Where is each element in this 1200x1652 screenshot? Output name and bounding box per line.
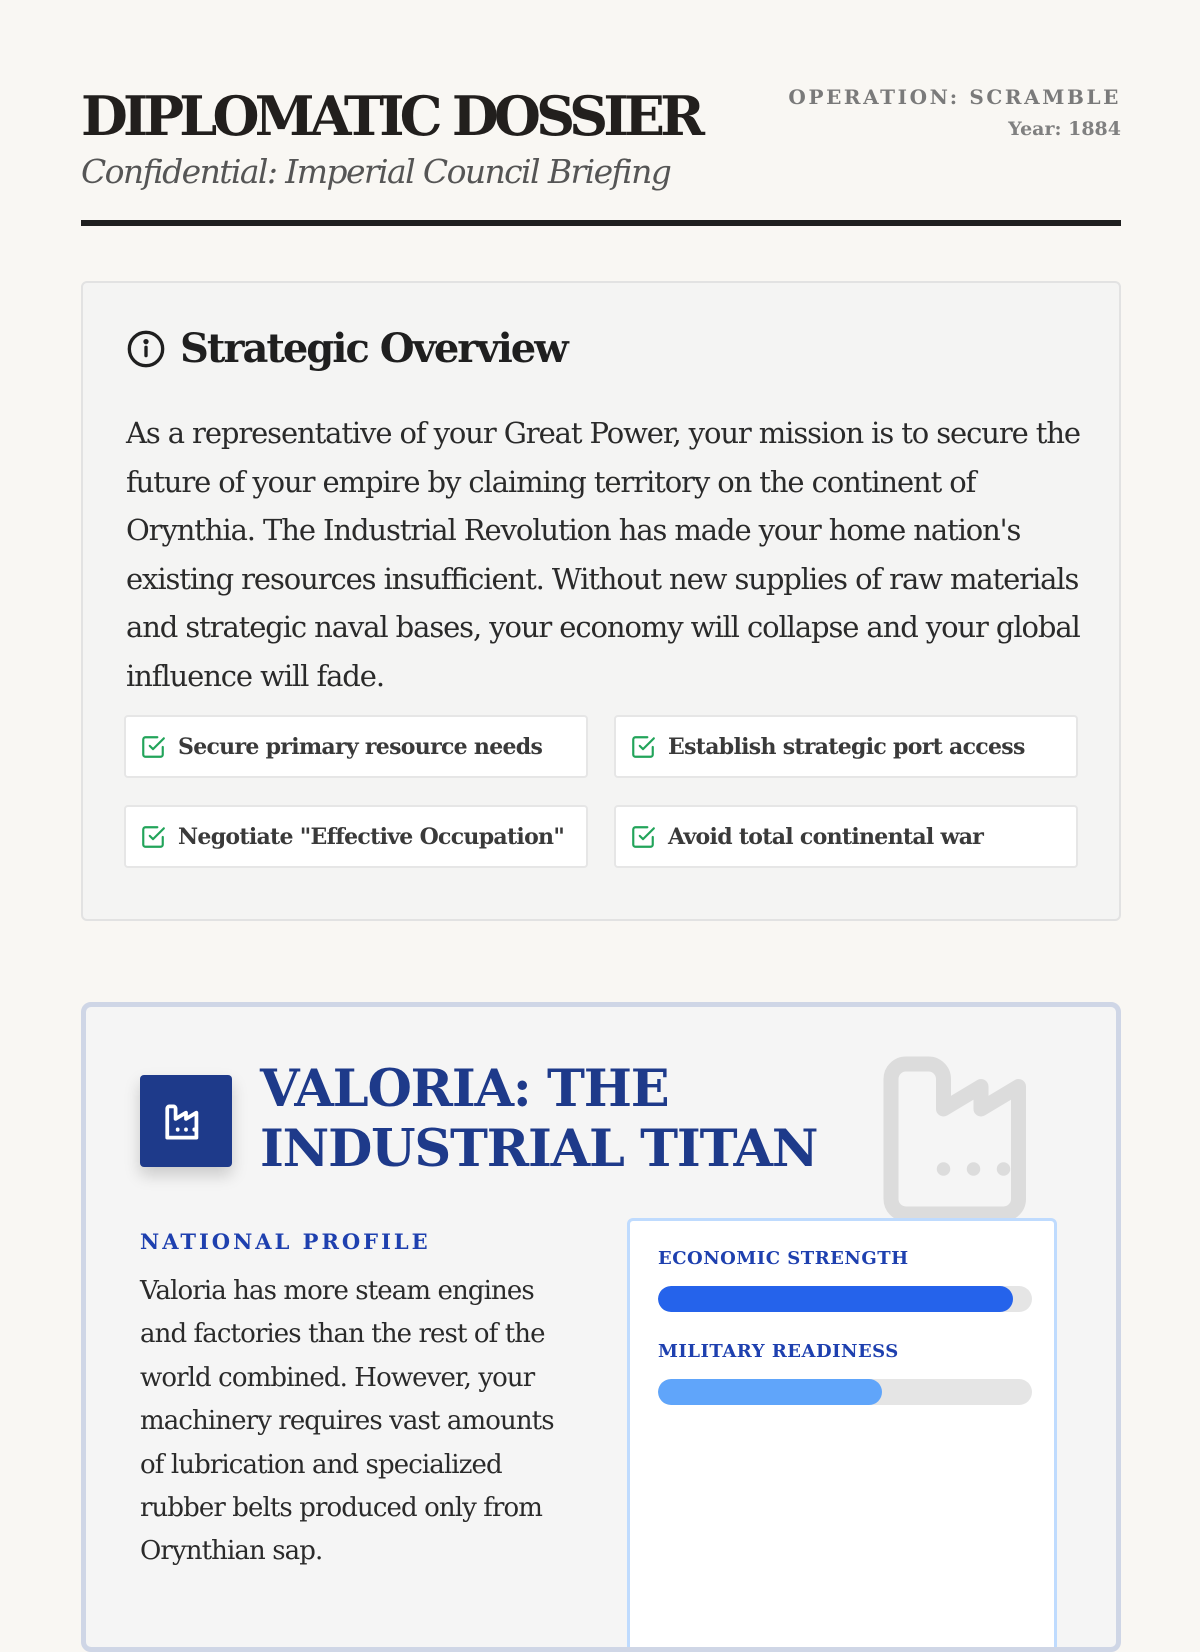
check-square-icon	[140, 734, 166, 760]
overview-text: As a representative of your Great Power, your mission is to secure the future of your empire by claiming territory on the continent of Orynthia. The Industrial Revolution has made your home nation's existing resources insufficient. Without new supplies of raw materials and strategic naval bases, your economy will collapse and your global influence will fade.	[126, 416, 1080, 693]
check-square-icon	[140, 824, 166, 850]
stat-label-economic: ECONOMIC STRENGTH	[658, 1248, 909, 1269]
stat-bar-military	[658, 1379, 1032, 1405]
info-circle-icon	[126, 329, 166, 369]
check-square-icon	[630, 734, 656, 760]
header-meta	[788, 82, 1121, 146]
stat-label-military: MILITARY READINESS	[658, 1341, 899, 1362]
objective-item	[124, 805, 588, 868]
stat-fill-military	[658, 1379, 882, 1405]
nation-badge	[140, 1075, 232, 1167]
dossier-header	[81, 80, 1121, 228]
overview-heading	[126, 325, 567, 372]
profile-text: Valoria has more steam engines and factories than the rest of the world combined. However, your machinery requires vast amounts of lubrication and specialized rubber belts produced only from Orynthian sap.	[140, 1276, 554, 1567]
objective-label: Avoid total continental war	[668, 823, 984, 850]
page-title: DIPLOMATIC DOSSIER	[81, 84, 701, 148]
nation-card	[81, 1002, 1121, 1652]
objective-label: Secure primary resource needs	[178, 733, 543, 760]
nation-title: VALORIA: THE INDUSTRIAL TITAN	[260, 1059, 818, 1179]
page-subtitle: Confidential: Imperial Council Briefing	[81, 152, 671, 191]
strategic-overview-panel	[81, 281, 1121, 921]
year-label: Year: 1884	[1008, 118, 1121, 140]
objective-item	[614, 805, 1078, 868]
operation-code: OPERATION: SCRAMBLE	[788, 85, 1121, 109]
profile-label: NATIONAL PROFILE	[140, 1229, 431, 1254]
objective-label: Negotiate "Effective Occupation"	[178, 823, 565, 850]
overview-title: Strategic Overview	[180, 325, 567, 372]
objective-label: Establish strategic port access	[668, 733, 1025, 760]
factory-icon	[161, 1096, 211, 1146]
objective-item	[124, 715, 588, 778]
stat-bar-economic	[658, 1286, 1032, 1312]
objective-item	[614, 715, 1078, 778]
stat-fill-economic	[658, 1286, 1013, 1312]
check-square-icon	[630, 824, 656, 850]
stats-panel	[627, 1218, 1057, 1652]
header-divider	[81, 220, 1121, 226]
